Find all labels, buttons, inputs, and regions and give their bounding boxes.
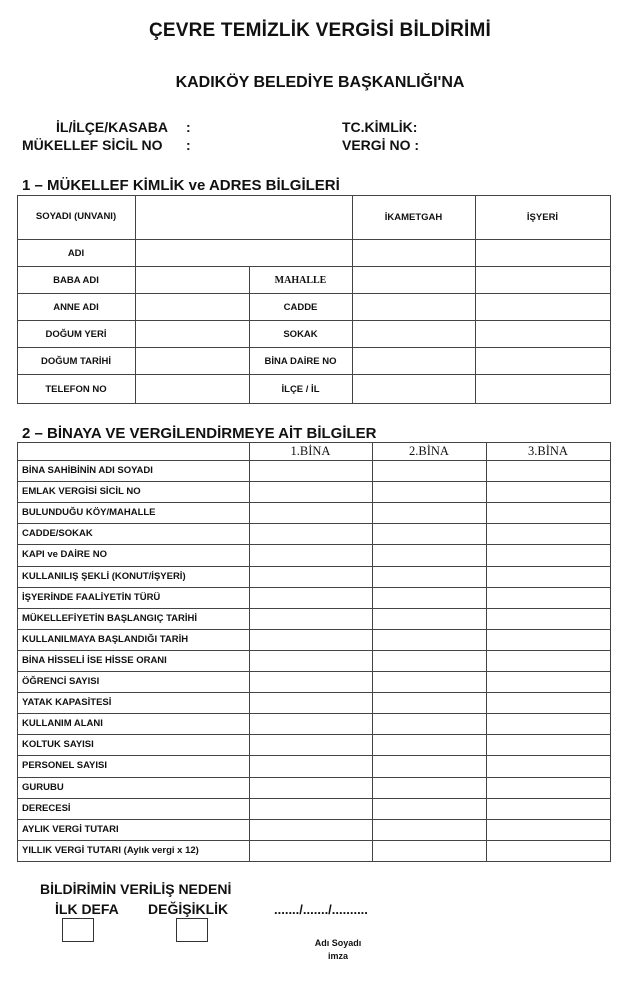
il-ilce-kasaba-colon: :: [186, 119, 191, 135]
row-label: YATAK KAPASİTESİ: [22, 697, 112, 709]
row-label: PERSONEL SAYISI: [22, 760, 108, 772]
date-field[interactable]: ......./......./..........: [274, 902, 368, 917]
option-first-label: İLK DEFA: [55, 901, 119, 917]
bina-1-header: 1.BİNA: [290, 444, 331, 458]
baba-adi-label: BABA ADI: [53, 275, 99, 286]
ilce-il-label: İLÇE / İL: [281, 384, 320, 395]
isyeri-header: İŞYERİ: [526, 212, 559, 223]
name-surname-label: Adı Soyadı: [314, 938, 362, 948]
dogum-yeri-label: DOĞUM YERİ: [45, 329, 107, 340]
row-label: YILLIK VERGİ TUTARI (Aylık vergi x 12): [22, 844, 199, 856]
row-label: KOLTUK SAYISI: [22, 739, 94, 751]
sokak-label: SOKAK: [283, 329, 318, 340]
soyadi-label: SOYADI (UNVANI): [35, 211, 117, 222]
row-label: EMLAK VERGİSİ SİCİL NO: [22, 486, 141, 498]
section2-title: 2 – BİNAYA VE VERGİLENDİRMEYE AİT BİLGİLER: [22, 425, 377, 442]
row-label: GURUBU: [22, 781, 64, 793]
row-label: KAPI ve DAİRE NO: [22, 549, 107, 561]
telefon-no-label: TELEFON NO: [45, 384, 107, 395]
row-label: BİNA HİSSELİ İSE HİSSE ORANI: [22, 654, 167, 666]
reason-title: BİLDİRİMİN VERİLİŞ NEDENİ: [40, 881, 232, 897]
mukellef-sicil-no-colon: :: [186, 137, 191, 153]
tc-kimlik-label: TC.KİMLİK:: [342, 119, 418, 135]
document-title: ÇEVRE TEMİZLİK VERGİSİ BİLDİRİMİ: [148, 20, 492, 41]
adi-label: ADI: [67, 248, 85, 259]
row-label: MÜKELLEFİYETİN BAŞLANGIÇ TARİHİ: [22, 612, 198, 624]
row-label: İŞYERİNDE FAALİYETİN TÜRÜ: [22, 591, 161, 603]
first-time-checkbox[interactable]: [62, 918, 94, 942]
row-label: KULLANIM ALANI: [22, 718, 103, 730]
cadde-label: CADDE: [283, 302, 318, 313]
row-label: AYLIK VERGİ TUTARI: [22, 823, 119, 835]
anne-adi-label: ANNE ADI: [53, 302, 99, 313]
section1-title: 1 – MÜKELLEF KİMLİK ve ADRES BİLGİLERİ: [22, 177, 340, 194]
mukellef-sicil-no-label: MÜKELLEF SİCİL NO: [22, 137, 163, 153]
bina-3-header: 3.BİNA: [528, 444, 568, 458]
row-label: CADDE/SOKAK: [22, 528, 93, 540]
row-label: KULLANILMAYA BAŞLANDIĞI TARİH: [22, 633, 189, 645]
bina-daire-no-label: BİNA DAİRE NO: [264, 356, 337, 367]
signature-label: imza: [327, 951, 348, 961]
ikametgah-header: İKAMETGAH: [384, 212, 443, 223]
row-label: BİNA SAHİBİNİN ADI SOYADI: [22, 465, 153, 476]
bina-2-header: 2.BİNA: [409, 444, 449, 458]
change-checkbox[interactable]: [176, 918, 208, 942]
row-label: ÖĞRENCİ SAYISI: [22, 676, 100, 687]
row-label: DERECESİ: [22, 802, 71, 814]
vergi-no-label: VERGİ NO :: [342, 137, 420, 153]
option-change-label: DEĞİŞİKLİK: [148, 901, 229, 917]
addressee-title: KADIKÖY BELEDİYE BAŞKANLIĞI'NA: [175, 74, 465, 91]
il-ilce-kasaba-label: İL/İLÇE/KASABA: [56, 119, 168, 135]
mahalle-label: MAHALLE: [274, 275, 327, 286]
row-label: KULLANILIŞ ŞEKLİ (KONUT/İŞYERİ): [22, 570, 186, 582]
row-label: BULUNDUĞU KÖY/MAHALLE: [22, 507, 156, 519]
dogum-tarihi-label: DOĞUM TARİHİ: [40, 356, 111, 367]
